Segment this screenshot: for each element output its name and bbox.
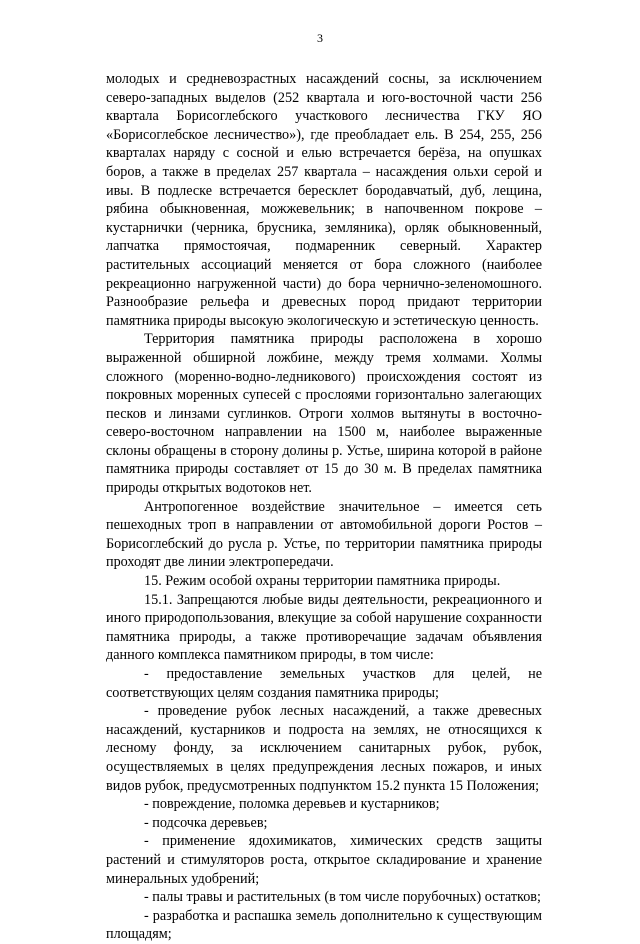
list-item: - подсочка деревьев;: [144, 814, 268, 831]
paragraph-anthropogenic-impact: Антропогенное воздействие значительное – имеется сеть пешеходных троп в направлении от автомобильной дороги Ростов – Борисоглебский до русла р. Устье, по территории памятника природы проходят две линии электропередачи.: [106, 498, 542, 571]
list-item: - проведение рубок лесных насаждений, а также древесных насаждений, кустарников и подроста на землях, не относящихся к лесному фонду, за исключением санитарных рубок, рубок, осуществляемых в целях предупреждения лесных пожаров, и иных видов рубок, предусмотренных подпунктом 15.2 пункта 15 Положения;: [106, 703, 542, 794]
paragraph-relief: Территория памятника природы расположена в хорошо выраженной обширной ложбине, между тремя холмами. Холмы сложного (моренно-водно-ледникового) происхождения состоят из покровных моренных супесей с прослоями горизонтально залегающих песков и линзами суглинков. Отроги холмов вытянуты в восточно-северо-восточном направлении на 1500 м, наиболее выраженные склоны обращены в сторону долины р. Устье, ширина которой в районе памятника природы составляет от 15 до 30 м. В пределах памятника природы открытых водотоков нет.: [106, 331, 542, 497]
list-item: - повреждение, поломка деревьев и кустарников;: [144, 796, 440, 813]
paragraph-prohibitions-intro: 15.1. Запрещаются любые виды деятельности, рекреационного и иного природопользования, влекущие за собой нарушение сохранности памятника природы, а также противоречащие задачам объявления данного комплекса памятником природы, в том числе:: [106, 591, 542, 664]
list-item: - разработка и распашка земель дополнительно к существующим площадям;: [106, 907, 542, 943]
document-body: [106, 70, 542, 944]
list-item: - палы травы и растительных (в том числе порубочных) остатков;: [144, 889, 541, 906]
list-item: - предоставление земельных участков для целей, не соответствующих целям создания памятника природы;: [106, 666, 542, 701]
list-item: - применение ядохимикатов, химических средств защиты растений и стимуляторов роста, открытое складирование и хранение минеральных удобрений;: [106, 833, 542, 887]
page-number: 3: [317, 31, 323, 45]
paragraph-vegetation: молодых и средневозрастных насаждений сосны, за исключением северо-западных выделов (252 квартала и юго-восточной части 256 квартала Борисоглебского участкового лесничества ГКУ ЯО «Борисоглебское лесничество»), где преобладает ель. В 254, 255, 256 кварталах наряду с сосной и елью встречается берёза, на опушках боров, а также в пределах 257 квартала – насаждения ольхи серой и ивы. В подлеске встречается бересклет бородавчатый, дуб, лещина, рябина обыкновенная, можжевельник; в напочвенном покрове – кустарнички (черника, брусника, земляника), орляк обыкновенный, лапчатка прямостоячая, подмаренник северный. Характер растительных ассоциаций меняется от бора сложного (наиболее рекреационно нагруженной части) до бора чернично-зеленомошного. Разнообразие рельефа и древесных пород придают территории памятника природы высокую экологическую и эстетическую ценность.: [106, 71, 542, 329]
section-heading-protection-regime: 15. Режим особой охраны территории памятника природы.: [144, 573, 501, 590]
